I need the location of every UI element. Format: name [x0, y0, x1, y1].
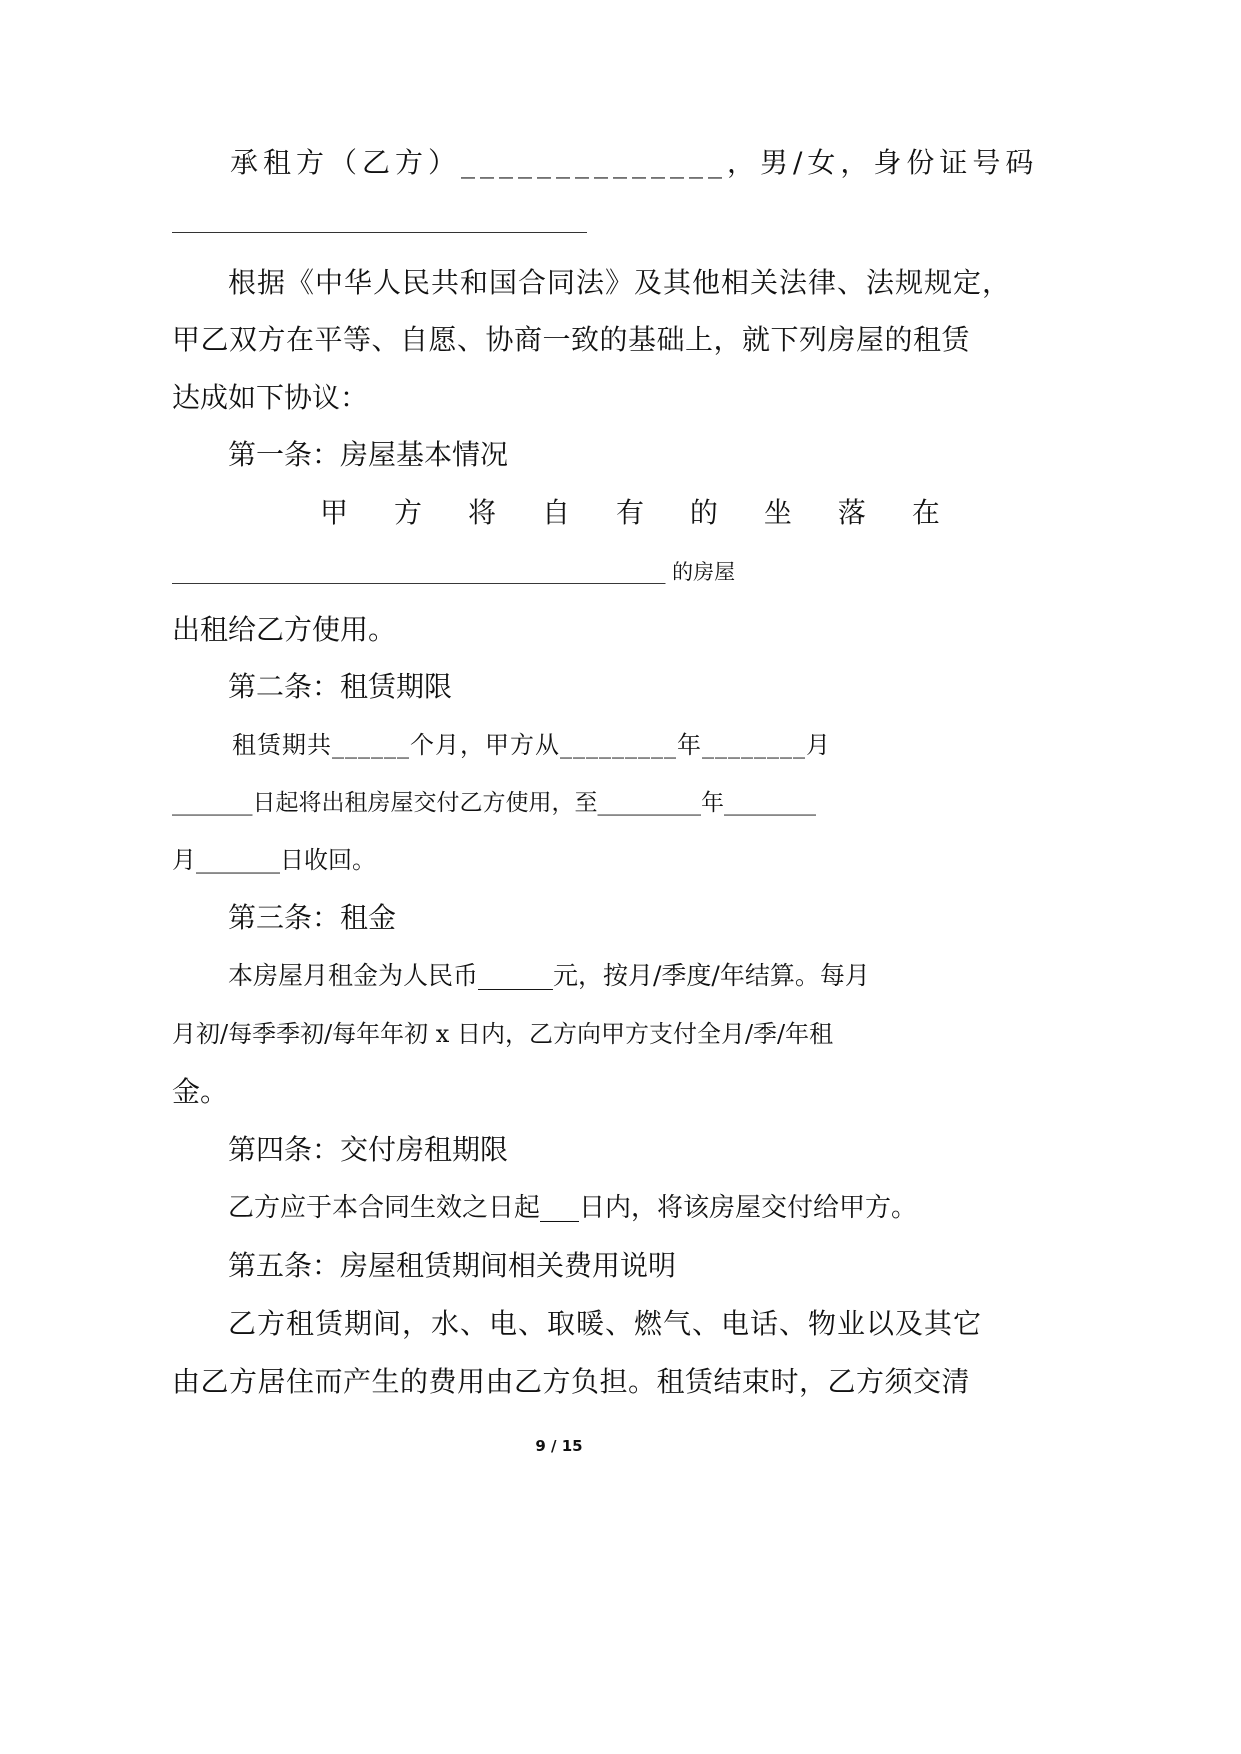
paragraph-line: 金。 — [172, 1075, 229, 1108]
tenant-line: 承租方（乙方）______________，男/女，身份证号码 — [230, 146, 1039, 179]
paragraph-line: 月_______日收回。 — [172, 846, 376, 874]
paragraph-line: 租赁期共______个月，甲方从_________年________月 — [232, 731, 831, 759]
article-heading: 第二条：租赁期限 — [228, 670, 453, 703]
spaced-char: 将 — [467, 496, 496, 529]
paragraph-line: 乙方租赁期间，水、电、取暖、燃气、电话、物业以及其它 — [228, 1307, 983, 1340]
spaced-char: 落 — [837, 496, 866, 529]
id-number-blank — [172, 232, 587, 233]
paragraph-line: 根据《中华人民共和国合同法》及其他相关法律、法规规定， — [228, 266, 1012, 299]
paragraph-line: 出租给乙方使用。 — [172, 613, 397, 646]
property-location-line — [320, 493, 940, 533]
article-heading: 第一条：房屋基本情况 — [228, 438, 509, 471]
paragraph-line: 由乙方居住而产生的费用由乙方负担。租赁结束时，乙方须交清 — [172, 1365, 971, 1398]
paragraph-line: _______日起将出租房屋交付乙方使用，至_________年________ — [172, 790, 816, 816]
paragraph-line: _______________________________________________ 的房屋 — [172, 560, 736, 584]
paragraph-line: 乙方应于本合同生效之日起___日内，将该房屋交付给甲方。 — [228, 1193, 918, 1223]
paragraph-line: 月初/每季季初/每年年初 x 日内，乙方向甲方支付全月/季/年租 — [172, 1020, 834, 1048]
paragraph-line: 本房屋月租金为人民币______元，按月/季度/年结算。每月 — [228, 961, 870, 990]
spaced-char: 有 — [615, 496, 644, 529]
spaced-char: 方 — [393, 496, 422, 529]
spaced-char: 坐 — [763, 496, 792, 529]
spaced-char: 在 — [911, 496, 940, 529]
page-number: 9 / 15 — [535, 1437, 583, 1455]
spaced-char: 的 — [689, 496, 718, 529]
spaced-char: 自 — [541, 496, 570, 529]
article-heading: 第五条：房屋租赁期间相关费用说明 — [228, 1249, 677, 1282]
article-heading: 第三条：租金 — [228, 901, 397, 934]
paragraph-line: 甲乙双方在平等、自愿、协商一致的基础上，就下列房屋的租赁 — [172, 323, 971, 356]
spaced-char: 甲 — [320, 496, 349, 529]
article-heading: 第四条：交付房租期限 — [228, 1133, 509, 1166]
paragraph-line: 达成如下协议： — [172, 381, 369, 414]
